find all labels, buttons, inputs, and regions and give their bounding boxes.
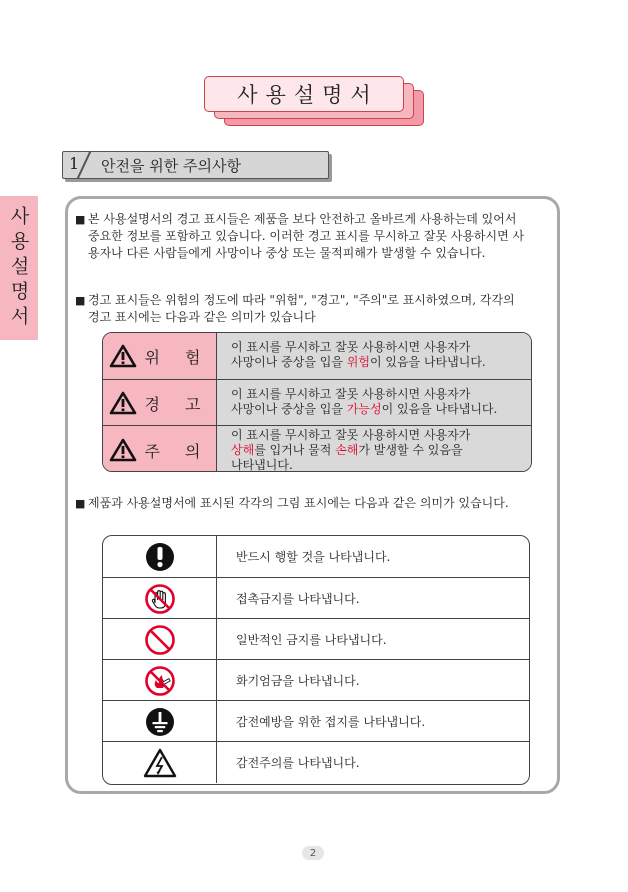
symbol-icon-cell xyxy=(103,660,217,701)
symbol-icon-cell xyxy=(103,701,217,742)
warning-label: 위 험 xyxy=(144,347,211,367)
warning-triangle-icon xyxy=(109,344,137,368)
side-tab-label: 사용설명서 xyxy=(7,205,30,331)
warning-triangle-icon xyxy=(109,438,137,462)
warning-desc-line: 이 표시를 무시하고 잘못 사용하시면 사용자가 xyxy=(231,428,471,442)
bullet: ■ xyxy=(75,294,86,307)
highlight-text: 상해 xyxy=(231,443,255,457)
symbol-row xyxy=(103,741,529,783)
symbols-table xyxy=(102,535,530,785)
warning-label-cell xyxy=(103,426,217,472)
warning-row-danger xyxy=(103,333,531,379)
symbol-icon-cell xyxy=(103,578,217,619)
highlight-text: 가능성 xyxy=(346,402,382,416)
warning-label: 주 의 xyxy=(144,441,211,461)
prohibited-icon xyxy=(144,624,176,656)
title-card-front xyxy=(204,76,404,112)
page-number: 2 xyxy=(302,846,324,860)
paragraph-symbols-text: 제품과 사용설명서에 표시된 각각의 그림 표시에는 다음과 같은 의미가 있습니다. xyxy=(88,496,509,510)
warning-desc-line: 나타냅니다. xyxy=(231,458,293,472)
warning-levels-table xyxy=(102,332,532,472)
symbol-description: 일반적인 금지를 나타냅니다. xyxy=(236,633,387,647)
warning-label-cell xyxy=(103,380,217,426)
section-number: 1 xyxy=(69,154,80,173)
side-tab xyxy=(0,196,38,340)
symbol-description: 감전주의를 나타냅니다. xyxy=(236,756,360,770)
paragraph-intro-text: 본 사용설명서의 경고 표시들은 제품을 보다 안전하고 올바르게 사용하는데 있어서 중요한 정보를 포함하고 있습니다. 이러한 경고 표시를 무시하고 잘못 사용하시면 사용자나 다른 사람들에게 사망이나 중상 또는 물적피해가 발생할 수 있습니다. xyxy=(88,212,525,260)
electric-shock-icon xyxy=(143,748,177,778)
warning-desc-line: 사망이나 중상을 입을 가능성이 있음을 나타냅니다. xyxy=(231,402,498,416)
paragraph-intro xyxy=(75,211,528,262)
symbol-icon-cell xyxy=(103,742,217,783)
content-box xyxy=(65,196,560,794)
warning-description xyxy=(217,380,531,426)
no-fire-icon xyxy=(144,665,176,697)
section-title: 안전을 위한 주의사항 xyxy=(101,157,241,175)
symbol-description: 감전예방을 위한 접지를 나타냅니다. xyxy=(236,715,426,729)
symbol-row xyxy=(103,659,529,701)
symbol-row xyxy=(103,577,529,619)
paragraph-levels xyxy=(75,292,528,326)
warning-description xyxy=(217,333,531,379)
symbol-description: 접촉금지를 나타냅니다. xyxy=(236,592,360,606)
page-title: 사용설명서 xyxy=(237,83,379,107)
highlight-text: 위험 xyxy=(346,355,370,369)
symbol-row xyxy=(103,536,529,577)
title-banner xyxy=(204,76,426,126)
warning-triangle-icon xyxy=(109,391,137,415)
warning-row-caution xyxy=(103,425,531,472)
warning-label-cell xyxy=(103,333,217,379)
warning-row-warning xyxy=(103,379,531,426)
symbol-icon-cell xyxy=(103,536,217,577)
symbol-row xyxy=(103,618,529,660)
mandatory-icon xyxy=(145,542,175,572)
bullet: ■ xyxy=(75,497,86,510)
symbol-row xyxy=(103,700,529,742)
bullet: ■ xyxy=(75,213,86,226)
symbol-description: 반드시 행할 것을 나타냅니다. xyxy=(236,550,391,564)
section-heading xyxy=(62,151,329,179)
paragraph-symbols xyxy=(75,495,528,512)
warning-desc-line: 이 표시를 무시하고 잘못 사용하시면 사용자가 xyxy=(231,387,471,401)
warning-desc-line: 사망이나 중상을 입을 위험이 있음을 나타냅니다. xyxy=(231,355,486,369)
highlight-text: 손해 xyxy=(335,443,359,457)
paragraph-levels-text: 경고 표시들은 위험의 정도에 따라 "위험", "경고", "주의"로 표시하였으며, 각각의 경고 표시에는 다음과 같은 의미가 있습니다 xyxy=(88,293,515,324)
warning-description xyxy=(217,426,531,472)
symbol-icon-cell xyxy=(103,619,217,660)
warning-desc-line: 상해를 입거나 물적 손해가 발생할 수 있음을 xyxy=(231,443,463,457)
no-touch-icon xyxy=(144,583,176,615)
ground-icon xyxy=(145,707,175,737)
symbol-description: 화기엄금을 나타냅니다. xyxy=(236,674,360,688)
warning-label: 경 고 xyxy=(144,394,211,414)
warning-desc-line: 이 표시를 무시하고 잘못 사용하시면 사용자가 xyxy=(231,340,471,354)
